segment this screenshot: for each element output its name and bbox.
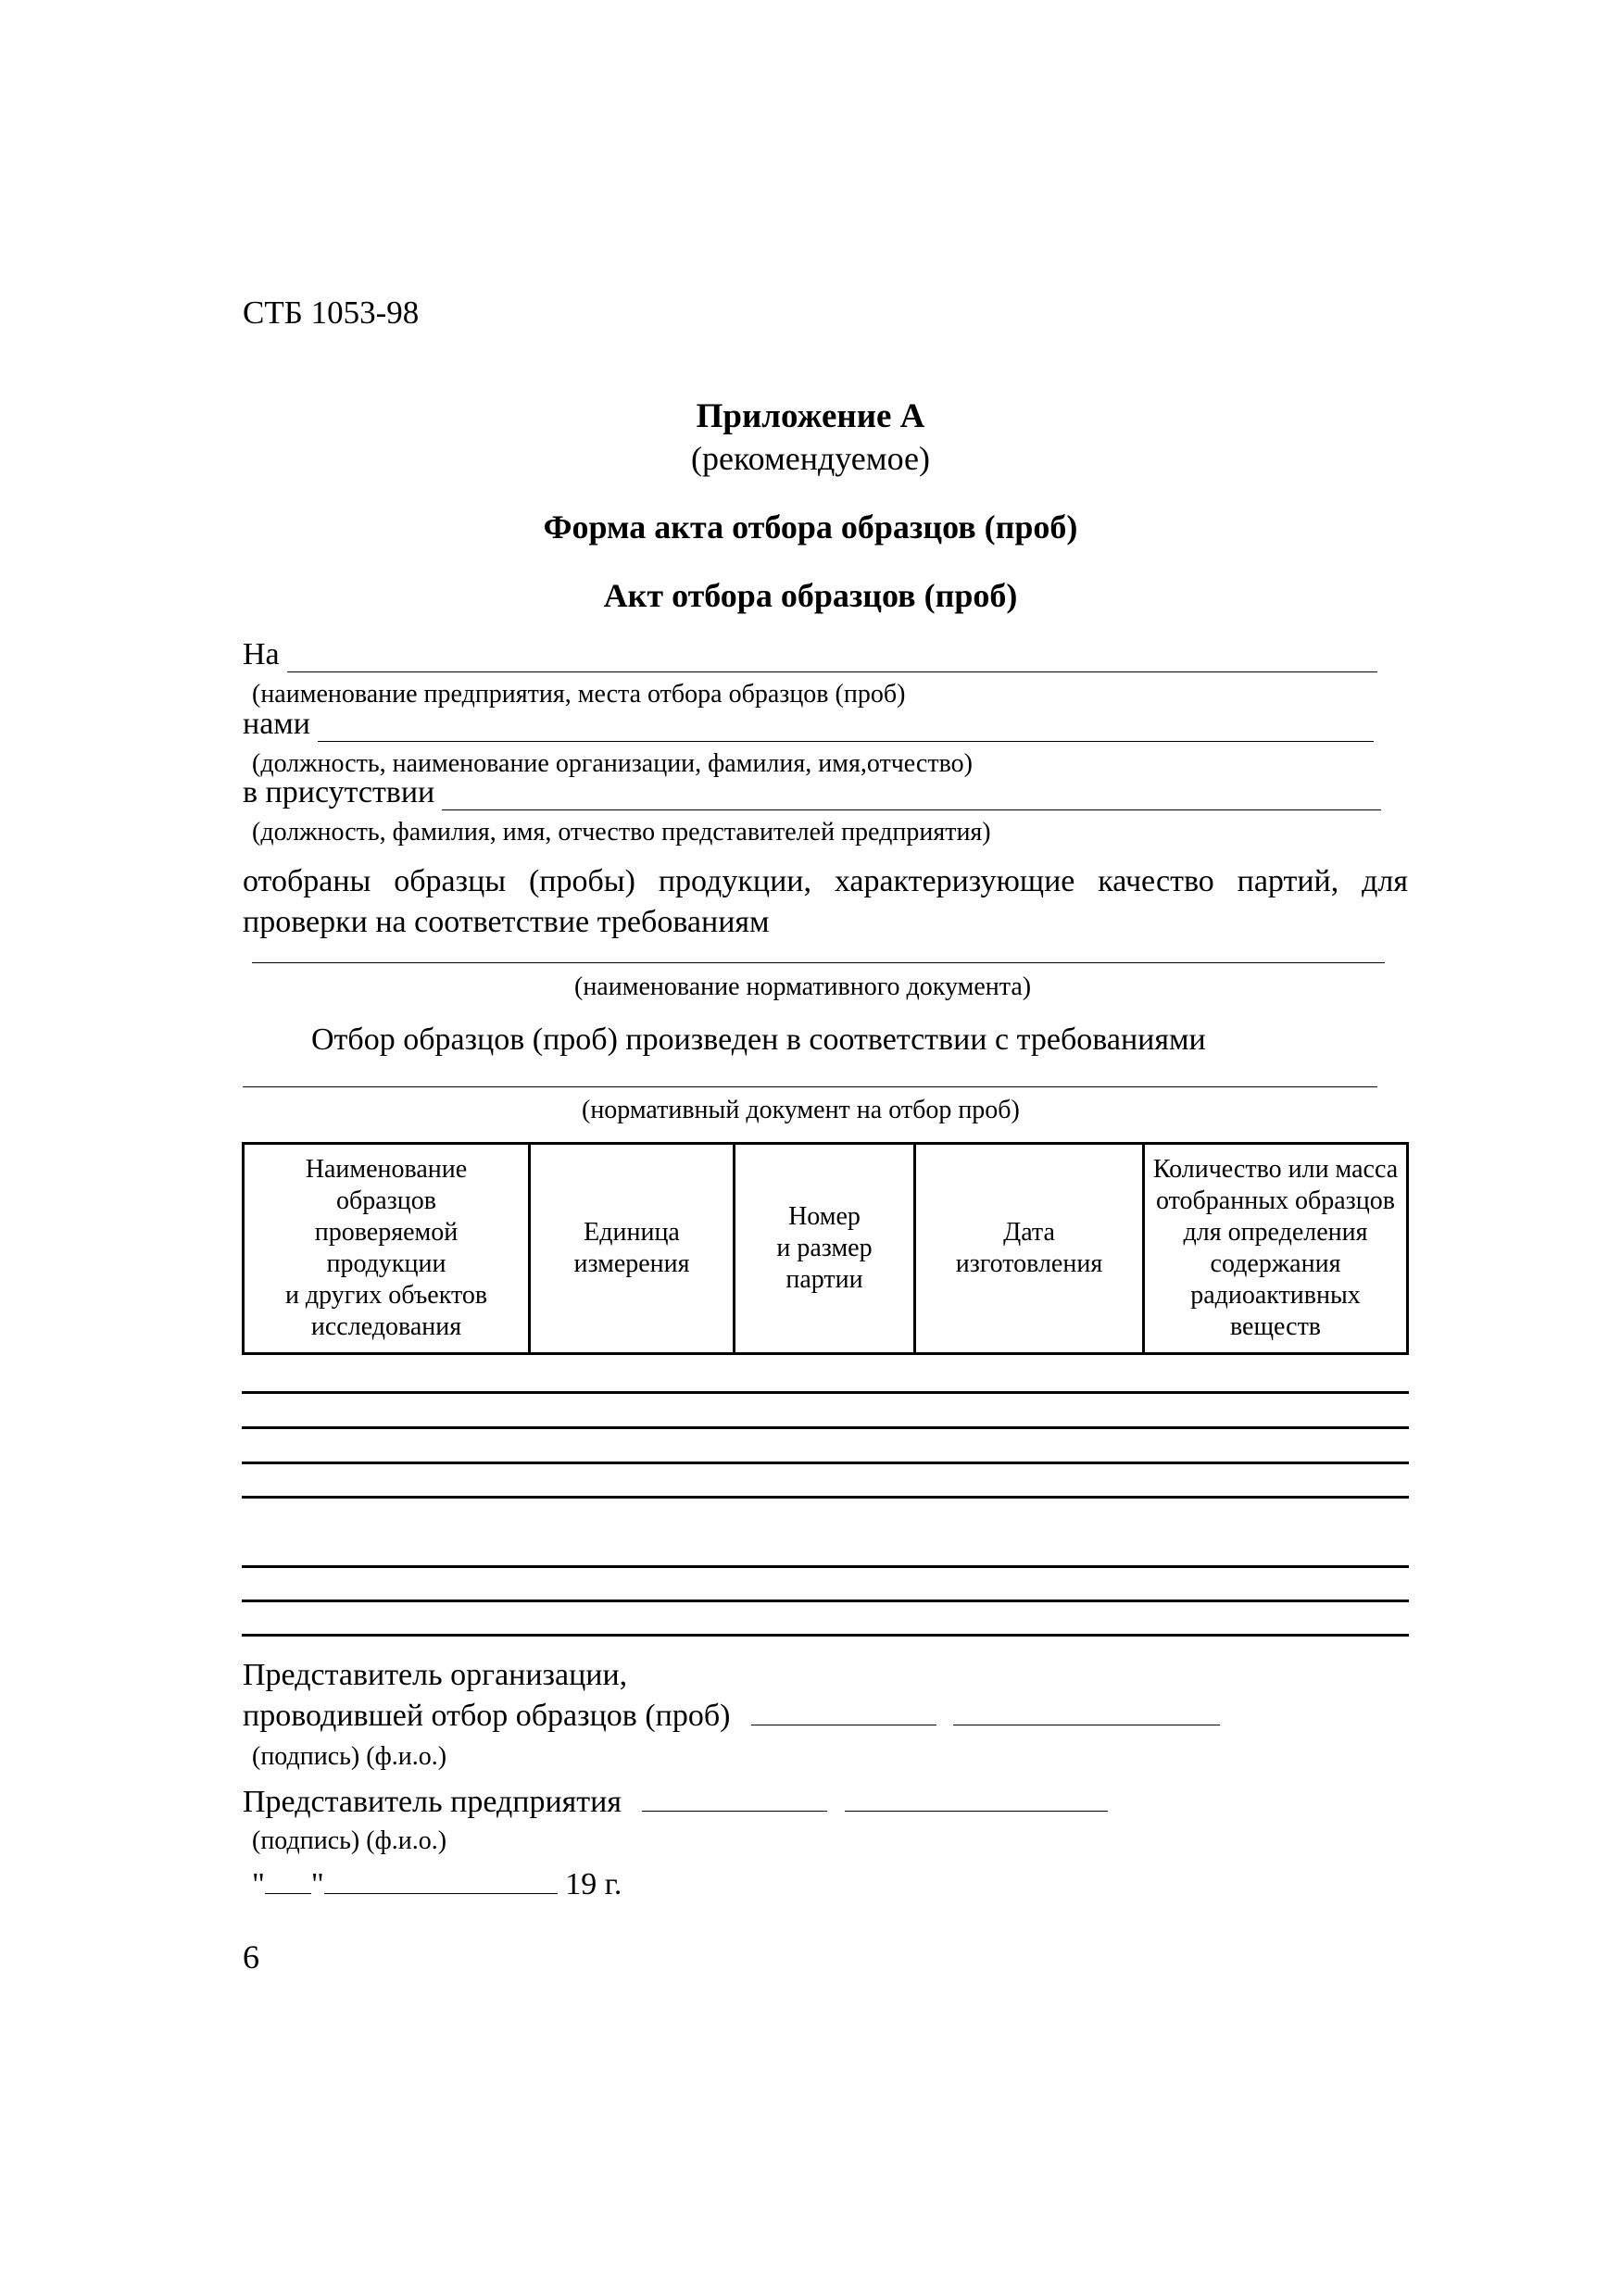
org-rep-line1: Представитель организации,	[243, 1658, 628, 1692]
enterprise-rep-label: Представитель предприятия	[243, 1785, 622, 1819]
table-header-row	[244, 1144, 1408, 1354]
appendix-title: Приложение А	[696, 397, 925, 435]
date-quote-open: "	[252, 1867, 265, 1901]
sampling-text: Отбор образцов (проб) произведен в соответствии с требованиями	[311, 1023, 1206, 1057]
org-rep-name-line[interactable]	[953, 1699, 1220, 1725]
field-na	[243, 637, 1377, 672]
table-row-line[interactable]	[242, 1391, 1409, 1394]
samples-table	[242, 1142, 1409, 1355]
enterprise-rep-signature-line[interactable]	[642, 1785, 827, 1812]
org-rep-signature-line[interactable]	[751, 1699, 936, 1725]
date-day-line[interactable]	[265, 1867, 311, 1894]
enterprise-rep-hint: (подпись) (ф.и.о.)	[252, 1826, 447, 1855]
body-paragraph: отобраны образцы (пробы) продукции, характеризующие качество партий, для проверки на соответствие требованиям	[243, 864, 1408, 939]
sampling-doc-line[interactable]	[243, 1086, 1377, 1087]
field-na-hint: (наименование предприятия, места отбора образцов (проб)	[252, 680, 906, 709]
org-rep-label: проводившей отбор образцов (проб)	[243, 1699, 731, 1733]
enterprise-rep	[243, 1785, 1108, 1820]
table-row-line[interactable]	[242, 1426, 1409, 1429]
table-row-line[interactable]	[242, 1462, 1409, 1464]
column-header-unit: Единица измерения	[530, 1144, 735, 1354]
column-header-name: Наименование образцов проверяемой продукции и других объектов исследования	[244, 1144, 530, 1354]
sampling-doc-hint: (нормативный документ на отбор проб)	[582, 1096, 1020, 1124]
table-row-line[interactable]	[242, 1634, 1409, 1637]
field-nami-line[interactable]	[318, 713, 1374, 742]
field-nami-label: нами	[243, 707, 310, 741]
document-code: СТБ 1053-98	[243, 295, 420, 331]
date-year: 19 г.	[565, 1867, 622, 1901]
date-line	[252, 1867, 622, 1902]
field-nami-hint: (должность, наименование организации, фамилия, имя,отчество)	[252, 749, 973, 778]
date-quote-close: "	[310, 1867, 324, 1901]
field-presence-line[interactable]	[442, 782, 1381, 810]
page-number: 6	[243, 1938, 259, 1976]
table-row-line[interactable]	[242, 1565, 1409, 1568]
table-row-line[interactable]	[242, 1600, 1409, 1602]
enterprise-rep-name-line[interactable]	[845, 1785, 1108, 1812]
column-header-batch: Номер и размер партии	[735, 1144, 915, 1354]
appendix-subtitle: (рекомендуемое)	[691, 440, 930, 477]
column-header-date: Дата изготовления	[915, 1144, 1144, 1354]
column-header-quantity: Количество или масса отобранных образцов для определения содержания радиоактивных веществ	[1144, 1144, 1408, 1354]
field-presence	[243, 775, 1381, 810]
field-na-line[interactable]	[287, 644, 1377, 672]
date-month-line[interactable]	[324, 1867, 558, 1894]
normative-doc-line[interactable]	[252, 962, 1385, 963]
field-nami	[243, 707, 1374, 742]
org-rep-hint: (подпись) (ф.и.о.)	[252, 1742, 447, 1771]
form-title: Форма акта отбора образцов (проб)	[543, 508, 1078, 546]
field-presence-label: в присутствии	[243, 775, 435, 809]
act-title: Акт отбора образцов (проб)	[603, 577, 1018, 614]
org-rep-line2	[243, 1699, 1220, 1734]
table-row-line[interactable]	[242, 1496, 1409, 1499]
field-na-label: На	[243, 637, 280, 671]
field-presence-hint: (должность, фамилия, имя, отчество представителей предприятия)	[252, 818, 991, 847]
normative-doc-hint: (наименование нормативного документа)	[574, 972, 1032, 1001]
